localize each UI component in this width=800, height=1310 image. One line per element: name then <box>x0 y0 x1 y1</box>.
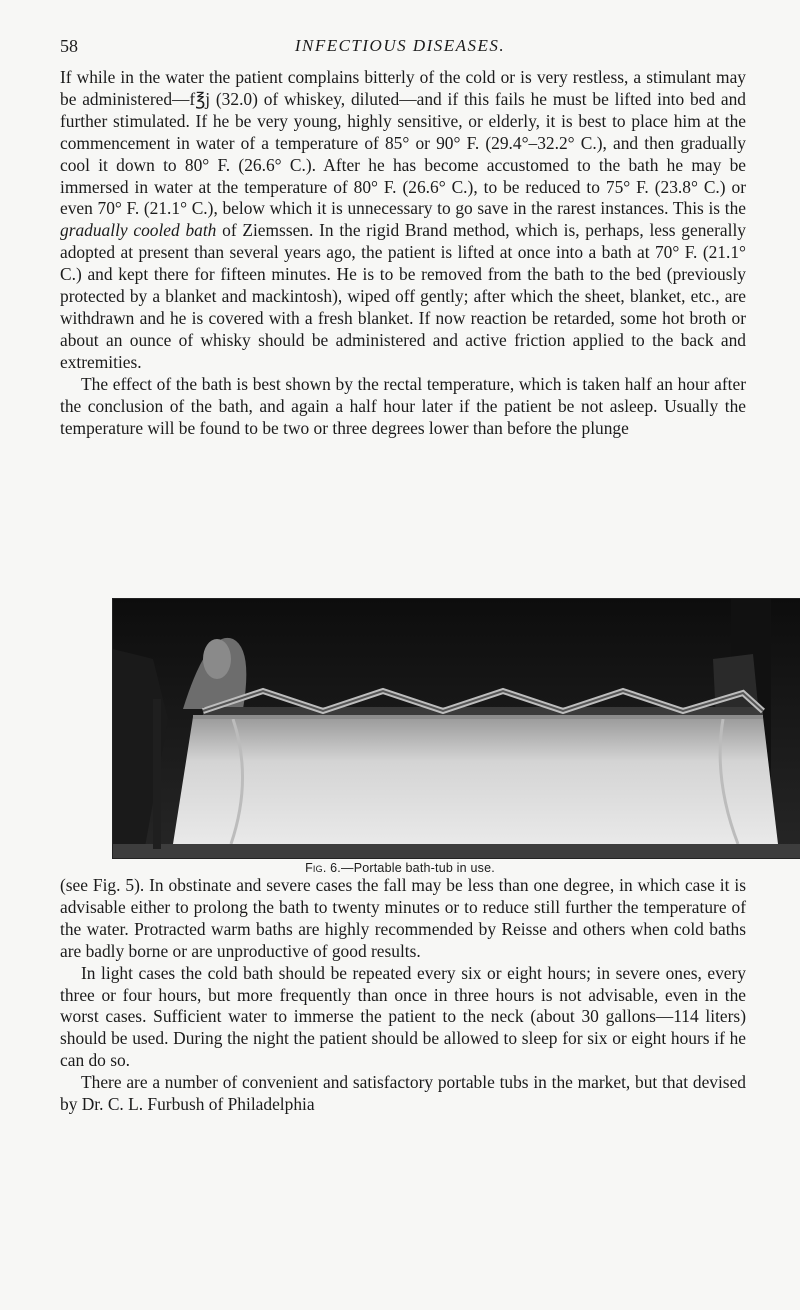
body-text-top <box>60 67 746 439</box>
paragraph: In light cases the cold bath should be repeated every six or eight hours; in severe ones, every three or four hours, but more frequently than once in three hours is not advisable, even in the worst cases. Sufficient water to immerse the patient to the neck (about 30 gallons—114 liters) should be used. During the night the patient should be allowed to sleep for six or eight hours if he can do so. <box>60 962 746 1071</box>
page-number: 58 <box>60 36 78 56</box>
running-head <box>0 36 800 58</box>
bath-tub-photo <box>112 598 800 859</box>
body-text-bottom <box>60 875 746 1116</box>
bath-tub-illustration <box>113 599 800 858</box>
paragraph: (see Fig. 5). In obstinate and severe cases the fall may be less than one degree, in which case it is advisable either to prolong the bath to twenty minutes or to reduce still further the temperature of the water. Protracted warm baths are highly recommended by Reisse and others when cold baths are badly borne or are unproductive of good results. <box>60 875 746 961</box>
paragraph: If while in the water the patient complains bitterly of the cold or is very restless, a stimulant may be administered—f℥j (32.0) of whiskey, diluted—and if this fails he must be lifted into bed and further stimulated. If he be very young, highly sensitive, or elderly, it is best to place him at the commencement in water of a temperature of 85° or 90° F. (29.4°–32.2° C.), and then gradually cool it down to 80° F. (26.6° C.). After he has become accustomed to the bath he may be immersed in water at the temperature of 80° F. (26.6° C.), to be reduced to 75° F. (23.8° C.) or even 70° F. (21.1° C.), below which it is unnecessary to go save in the rarest instances. This is the gradually cooled bath of Ziemssen. In the rigid Brand method, which is, perhaps, less generally adopted at present than several years ago, the patient is lifted at once into a bath at 70° F. (21.1° C.) and kept there for fifteen minutes. He is to be removed from the bath to the bed (previously protected by a blanket and mackintosh), wiped off gently; after which the sheet, blanket, etc., are withdrawn and he is covered with a fresh blanket. If now reaction be retarded, some hot broth or about an ounce of whisky should be administered and active friction applied to the back and extremities. <box>60 67 746 372</box>
figure-caption-text: —Portable bath-tub in use. <box>341 861 495 875</box>
running-title: INFECTIOUS DISEASES. <box>294 36 506 55</box>
emphasis-gradually-cooled-bath: gradually cooled bath <box>60 220 217 241</box>
figure-label: Fig. 6. <box>305 861 341 875</box>
paragraph: There are a number of convenient and satisfactory portable tubs in the market, but that devised by Dr. C. L. Furbush of Philadelphia <box>60 1072 746 1115</box>
figure-6 <box>112 598 800 860</box>
paragraph: The effect of the bath is best shown by the rectal temperature, which is taken half an hour after the conclusion of the bath, and again a half hour later if the patient be not asleep. Usually the temperature will be found to be two or three degrees lower than before the plunge <box>60 373 746 438</box>
figure-caption <box>0 861 800 875</box>
